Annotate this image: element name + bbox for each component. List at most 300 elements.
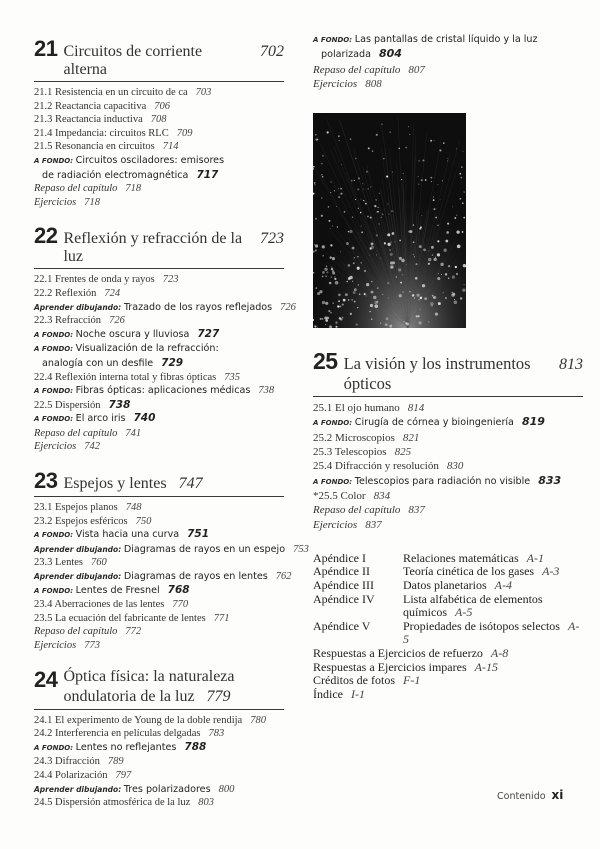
light-dot [443, 292, 444, 293]
chapter-title-line2-text: ondulatoria de la luz [63, 687, 195, 705]
light-dot [405, 147, 407, 149]
toc-entry[interactable] [34, 612, 284, 626]
light-dot [322, 245, 325, 248]
light-dot [452, 292, 453, 293]
feature-tag: A FONDO: [34, 387, 74, 396]
toc-entry[interactable] [313, 518, 583, 532]
light-dot [385, 323, 388, 326]
page-number: 717 [196, 168, 219, 181]
light-dot [322, 301, 325, 304]
light-dot [445, 240, 448, 243]
page-number: 729 [161, 356, 184, 369]
chapter-number: 21 [34, 36, 58, 61]
light-dot [414, 298, 415, 299]
chapter-heading[interactable] [34, 667, 284, 710]
section-title: 25.4 Difracción y resolución [313, 460, 439, 473]
page-number: 772 [125, 626, 142, 638]
toc-entry[interactable] [34, 384, 284, 399]
light-dot [380, 323, 382, 325]
light-dot [358, 178, 360, 180]
page-number: 714 [162, 141, 179, 153]
page-number: I-1 [350, 686, 365, 701]
appendix-label: Apéndice V [313, 618, 371, 633]
light-dot [353, 262, 355, 264]
light-dot [339, 140, 340, 141]
light-dot [387, 234, 390, 237]
back-matter-title: Créditos de fotos [313, 673, 395, 688]
light-dot [413, 225, 414, 226]
light-dot [335, 281, 339, 285]
page-number: 724 [104, 287, 121, 299]
toc-entry[interactable] [313, 77, 583, 91]
light-dot [392, 232, 395, 235]
light-dot [371, 281, 372, 282]
back-matter-title: Respuestas a Ejercicios impares [313, 659, 467, 674]
toc-entry[interactable] [34, 727, 284, 741]
section-title: 22.3 Refracción [34, 315, 102, 327]
light-dot [370, 217, 372, 219]
light-dot [355, 199, 356, 200]
review-title: Repaso del capítulo [34, 626, 118, 638]
back-matter-entry[interactable] [313, 647, 583, 661]
light-dot [457, 245, 461, 249]
light-dot [332, 257, 335, 260]
toc-entry[interactable] [313, 445, 583, 459]
light-dot [416, 315, 418, 317]
toc-entry-continued [34, 169, 284, 183]
light-dot [456, 149, 457, 150]
light-dot [369, 311, 370, 312]
toc-entry[interactable] [313, 63, 583, 77]
toc-entry-group[interactable] [34, 342, 284, 370]
light-dot [379, 224, 380, 225]
light-dot [455, 266, 457, 268]
page-number: 807 [408, 63, 425, 76]
chapter-title: Espejos y lentes [63, 475, 167, 493]
light-dot [365, 203, 367, 205]
light-dot [373, 296, 376, 299]
light-dot [380, 258, 381, 259]
light-dot [320, 318, 322, 320]
light-dot [321, 163, 322, 164]
light-dot [461, 167, 462, 168]
section-title: 23.5 La ecuación del fabricante de lentes [34, 612, 206, 624]
toc-entry[interactable] [313, 415, 583, 430]
light-dot [446, 231, 449, 234]
light-dot [428, 258, 431, 261]
appendix-entry[interactable] [313, 579, 583, 593]
toc-entry[interactable] [313, 503, 583, 517]
light-dot [340, 188, 342, 190]
light-dot [322, 276, 324, 278]
page-number: 833 [538, 473, 562, 487]
light-dot [416, 294, 419, 297]
page-number: 808 [365, 77, 382, 90]
light-dot [330, 312, 331, 313]
toc-entry[interactable] [34, 86, 284, 100]
toc-entry-continued [34, 357, 284, 371]
light-dot [430, 302, 433, 305]
toc-entry[interactable] [34, 796, 284, 810]
light-dot [418, 176, 419, 177]
section-title: 24.3 Difracción [34, 756, 100, 768]
page-number: 819 [521, 415, 545, 429]
light-dot [418, 160, 419, 161]
light-dot [348, 264, 351, 267]
light-dot [338, 300, 340, 302]
light-dot [334, 276, 336, 278]
appendix-title [403, 593, 583, 620]
light-dot [376, 134, 378, 136]
light-dot [447, 223, 449, 225]
light-dot [456, 231, 459, 234]
light-dot [395, 242, 396, 243]
toc-entry[interactable] [34, 371, 284, 385]
chapter-page: 702 [260, 43, 284, 60]
feature-title: Cirugía de córnea y bioingeniería [354, 417, 514, 429]
appendix-title-text2: químicos [403, 605, 447, 620]
light-dot [382, 214, 384, 216]
toc-entry[interactable] [34, 783, 284, 797]
light-dot [331, 277, 332, 278]
toc-entry[interactable] [34, 543, 309, 557]
light-dot [338, 188, 339, 189]
toc-entry[interactable] [34, 755, 284, 769]
light-dot [383, 158, 385, 160]
feature-title: Las pantallas de cristal líquido y la luz [354, 34, 538, 45]
light-dot [324, 317, 327, 320]
light-dot [325, 319, 328, 322]
toc-entry-group[interactable] [34, 154, 284, 182]
light-dot [447, 161, 448, 162]
light-dot [443, 249, 446, 252]
chapter-heading[interactable] [34, 468, 284, 497]
back-matter-entry[interactable] [313, 661, 583, 675]
toc-entry[interactable] [34, 440, 284, 454]
page-number: 804 [379, 47, 402, 61]
section-title: 25.1 El ojo humano [313, 402, 400, 415]
page-number: 735 [224, 371, 240, 383]
toc-entry[interactable] [34, 314, 284, 328]
review-title: Repaso del capítulo [313, 504, 401, 517]
chapter-title-line2 [63, 687, 234, 707]
chapter-heading[interactable] [313, 348, 583, 397]
toc-entry[interactable] [34, 182, 284, 196]
toc-entry[interactable] [34, 399, 284, 413]
light-dot [367, 188, 368, 189]
toc-entry[interactable] [34, 412, 284, 427]
light-dot [387, 243, 390, 246]
back-matter-entry[interactable] [313, 674, 583, 688]
section-title: 23.3 Lentes [34, 557, 83, 569]
light-dot [332, 270, 334, 272]
light-dot [338, 294, 341, 297]
light-dot [336, 206, 337, 207]
feature-tag: A FONDO: [34, 345, 74, 354]
toc-entry[interactable] [34, 100, 284, 114]
light-dot [324, 268, 327, 271]
fiber-optics-image [313, 113, 466, 328]
toc-entry[interactable] [34, 154, 284, 169]
light-dot [359, 294, 360, 295]
page-number: 825 [394, 446, 412, 459]
feature-title-cont: analogía con un desfile [42, 357, 154, 369]
light-dot [330, 192, 331, 193]
appendix-title-text: Teoría cinética de los gases [403, 564, 535, 579]
light-dot [399, 148, 401, 150]
feature-title: Vista hacia una curva [75, 529, 180, 541]
light-dot [322, 155, 323, 156]
light-dot [463, 217, 465, 219]
light-dot [391, 211, 392, 212]
light-dot [402, 292, 403, 293]
toc-entry[interactable] [34, 287, 284, 301]
light-dot [332, 226, 333, 227]
appendix-entry[interactable] [313, 565, 583, 579]
review-title: Ejercicios [34, 640, 77, 651]
toc-entry[interactable] [34, 625, 284, 639]
toc-entry[interactable] [34, 528, 284, 543]
page-number: 837 [408, 504, 425, 517]
page-number: 726 [280, 301, 296, 313]
page-number: 768 [167, 583, 190, 596]
appendix-entry[interactable] [313, 593, 583, 620]
feature-tag: A FONDO: [313, 36, 353, 44]
light-dot [376, 301, 378, 303]
toc-entry[interactable] [34, 556, 284, 570]
light-dot [345, 293, 348, 296]
light-dot [322, 176, 324, 178]
right-column [313, 32, 583, 701]
light-dot [433, 208, 435, 210]
light-dot [353, 291, 356, 294]
light-dot [331, 267, 332, 268]
page-number: 727 [197, 327, 220, 340]
footer-label: Contenido [497, 791, 546, 802]
light-dot [364, 270, 366, 272]
light-dot [370, 187, 371, 188]
page-number: A-3 [542, 564, 560, 579]
toc-entry-group[interactable] [313, 32, 583, 63]
toc-entry[interactable] [34, 427, 284, 441]
light-dot [412, 294, 415, 297]
light-dot [321, 197, 323, 199]
toc-entry[interactable] [34, 570, 292, 584]
page-number: 830 [446, 460, 464, 473]
light-dot [381, 124, 382, 125]
chapter-25 [313, 348, 583, 532]
appendix-entry[interactable] [313, 552, 583, 566]
toc-entry[interactable] [34, 342, 284, 357]
light-dot [437, 225, 438, 226]
light-dot [350, 313, 352, 315]
light-dot [325, 324, 326, 325]
appendix-title-text: Lista alfabética de elementos [403, 591, 543, 606]
light-dot [431, 246, 434, 249]
toc-entry[interactable] [34, 714, 284, 728]
light-dot [337, 306, 339, 308]
light-dot [387, 282, 389, 284]
toc-entry[interactable] [34, 301, 296, 315]
light-dot [421, 179, 423, 181]
light-dot [331, 268, 333, 270]
chapter-25 [313, 348, 583, 532]
light-dot [330, 244, 332, 246]
feature-title-cont: de radiación electromagnética [42, 169, 189, 181]
light-dot [371, 246, 374, 249]
page-number: A-5 [455, 605, 473, 620]
light-dot [366, 171, 368, 173]
page-number: 771 [213, 612, 230, 624]
light-dot [328, 220, 330, 222]
light-dot [376, 235, 378, 237]
chapter-21 [34, 36, 284, 209]
light-dot [435, 257, 436, 258]
page-number: 821 [402, 431, 420, 444]
toc-entry[interactable] [34, 515, 284, 529]
light-dot [350, 138, 352, 140]
light-dot [433, 297, 435, 299]
chapter-heading[interactable] [34, 223, 284, 269]
section-title: 21.2 Reactancia capacitiva [34, 100, 147, 112]
light-dot [327, 132, 329, 134]
light-dot [441, 274, 442, 275]
light-dot [375, 199, 376, 200]
light-dot [401, 179, 402, 180]
light-dot [434, 140, 435, 141]
light-dot [390, 262, 393, 265]
light-dot [418, 299, 419, 300]
light-dot [340, 251, 341, 252]
light-dot [357, 189, 359, 191]
section-title: 24.4 Polarización [34, 769, 108, 781]
toc-entry[interactable] [34, 140, 284, 154]
light-dot [317, 327, 318, 328]
light-dot [348, 231, 350, 233]
page-number: 726 [109, 315, 125, 327]
toc-entry[interactable] [34, 501, 284, 515]
toc-entry[interactable] [313, 459, 583, 473]
light-dot [322, 271, 325, 274]
light-dot [317, 292, 320, 295]
review-title: Ejercicios [34, 196, 77, 208]
section-title: 25.2 Microscopios [313, 431, 395, 444]
appendix-entry[interactable] [313, 620, 583, 647]
light-dot [464, 284, 465, 285]
light-dot [322, 255, 324, 257]
appendices [313, 552, 583, 702]
section-title: *25.5 Color [313, 489, 366, 502]
chapter-page: 747 [178, 475, 203, 493]
light-dot [314, 182, 315, 183]
page-number: 709 [176, 127, 193, 139]
section-title: 22.4 Reflexión interna total y fibras ópticas [34, 371, 217, 383]
chapter-heading[interactable] [34, 36, 284, 82]
page-number: 742 [84, 441, 100, 453]
light-dot [348, 277, 351, 280]
light-dot [433, 197, 434, 198]
light-dot [358, 208, 359, 209]
light-dot [372, 151, 374, 153]
toc-entry[interactable] [313, 32, 583, 47]
page-number: A-4 [494, 578, 512, 593]
section-title: 24.5 Dispersión atmosférica de la luz [34, 797, 191, 809]
light-dot [409, 134, 410, 135]
light-dot [371, 291, 374, 294]
chapter-number: 24 [34, 666, 58, 692]
light-dot [328, 310, 330, 312]
review-title: Ejercicios [34, 441, 77, 453]
page-number: 741 [125, 427, 142, 439]
chapter-23 [34, 468, 309, 653]
back-matter-entry[interactable] [313, 688, 583, 702]
light-dot [354, 180, 355, 181]
toc-entry[interactable] [34, 639, 284, 653]
feature-tag: Aprender dibujando: [34, 572, 122, 582]
light-dot [428, 321, 430, 323]
light-dot [432, 295, 434, 297]
feature-title: El arco iris [75, 413, 126, 425]
light-dot [366, 283, 369, 286]
light-dot [414, 256, 415, 257]
toc-entry[interactable] [34, 741, 284, 756]
chapter-page: 813 [559, 356, 583, 374]
light-dot [348, 299, 349, 300]
light-dot [337, 227, 338, 228]
light-dot [406, 264, 407, 265]
light-dot [459, 173, 461, 175]
appendix-label: Apéndice I [313, 550, 366, 565]
toc-entry[interactable] [313, 431, 583, 445]
toc-entry[interactable] [313, 489, 583, 503]
page-number: A-8 [490, 646, 509, 661]
light-dot [321, 215, 323, 217]
section-title: 25.3 Telescopios [313, 446, 387, 459]
light-dot [438, 302, 441, 305]
toc-entry[interactable] [34, 127, 284, 141]
appendix-title [403, 579, 583, 593]
light-dot [338, 196, 340, 198]
toc-entry[interactable] [34, 273, 284, 287]
chapter-number: 22 [34, 223, 58, 249]
light-dot [423, 249, 426, 252]
light-dot [399, 257, 402, 260]
page-number: 762 [275, 571, 292, 583]
chapter-22 [34, 223, 296, 454]
light-dot [377, 287, 379, 289]
review-title: Repaso del capítulo [34, 427, 118, 439]
light-dot [334, 190, 335, 191]
toc-entry[interactable] [34, 598, 284, 612]
light-dot [400, 282, 402, 284]
toc-entry[interactable] [34, 584, 284, 599]
light-dot [369, 255, 370, 256]
light-dot [352, 281, 353, 282]
toc-entry[interactable] [34, 769, 284, 783]
light-dot [315, 250, 317, 252]
light-dot [456, 215, 457, 216]
page-number: 751 [187, 528, 210, 541]
toc-entry[interactable] [34, 196, 284, 210]
toc-entry[interactable] [34, 328, 284, 343]
light-dot [439, 150, 441, 152]
toc-entry[interactable] [313, 401, 583, 415]
toc-entry[interactable] [34, 113, 284, 127]
light-dot [364, 293, 366, 295]
toc-entry[interactable] [313, 474, 583, 489]
light-dot [363, 200, 364, 201]
page-number: 706 [154, 100, 170, 112]
